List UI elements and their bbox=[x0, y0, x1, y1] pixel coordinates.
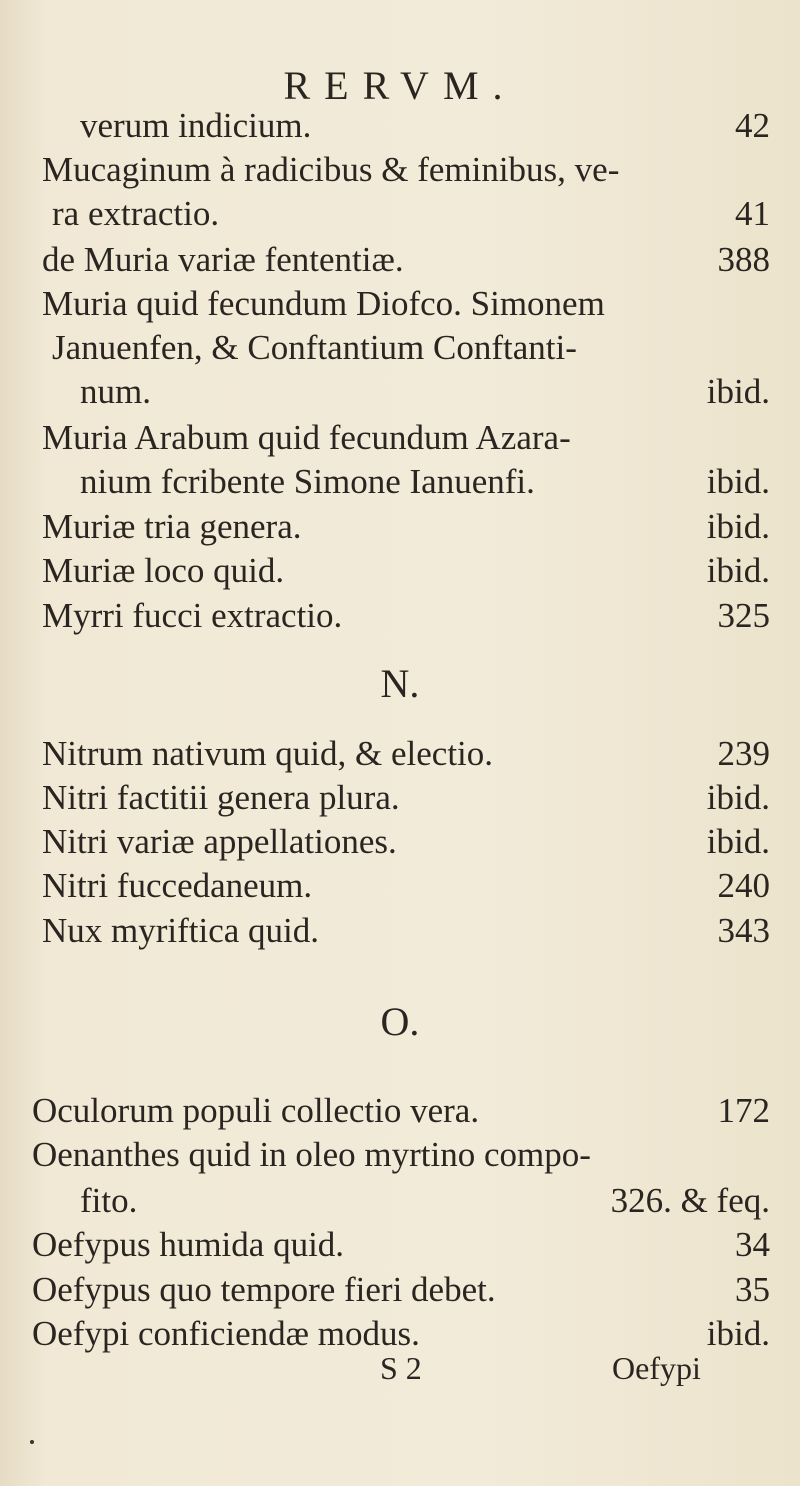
page-reference: ibid. bbox=[706, 1314, 770, 1353]
index-line bbox=[0, 549, 800, 593]
index-line bbox=[0, 1223, 800, 1267]
entry-text: ra extractio. bbox=[52, 194, 220, 233]
page-reference: ibid. bbox=[706, 372, 770, 411]
page-reference: 172 bbox=[717, 1091, 770, 1130]
page-reference: 326. & feq. bbox=[610, 1181, 770, 1220]
page-reference: ibid. bbox=[706, 778, 770, 817]
page-reference: 42 bbox=[735, 106, 770, 145]
page-reference: ibid. bbox=[706, 551, 770, 590]
entry-text: Nux myriftica quid. bbox=[42, 911, 320, 950]
entry-text: fito. bbox=[80, 1181, 138, 1220]
page-reference: 41 bbox=[735, 194, 770, 233]
index-line bbox=[0, 1179, 800, 1223]
entry-text: Januenfen, & Conftantium Conftanti- bbox=[52, 328, 577, 367]
entry-text: Muriæ loco quid. bbox=[42, 551, 285, 590]
page-reference: ibid. bbox=[706, 822, 770, 861]
index-line bbox=[0, 776, 800, 820]
entry-text: Oefypi conficiendæ modus. bbox=[32, 1314, 420, 1353]
page-reference: 35 bbox=[735, 1270, 770, 1309]
page-reference: ibid. bbox=[706, 462, 770, 501]
entry-text: Nitri factitii genera plura. bbox=[42, 778, 400, 817]
entry-text: Oefypus quo tempore fieri debet. bbox=[32, 1270, 496, 1309]
section-letter: O. bbox=[380, 999, 420, 1044]
entry-text: Muria quid fecundum Diofco. Simonem bbox=[42, 284, 605, 323]
index-line bbox=[0, 416, 800, 460]
index-line bbox=[0, 732, 800, 776]
entry-text: Oculorum populi collectio vera. bbox=[32, 1091, 480, 1130]
entry-text: Myrri fucci extractio. bbox=[42, 596, 343, 635]
index-line bbox=[0, 505, 800, 549]
entry-text: de Muria variæ fententiæ. bbox=[42, 240, 404, 279]
entry-text: Muria Arabum quid fecundum Azara- bbox=[42, 418, 571, 457]
index-line bbox=[0, 238, 800, 282]
entry-text: Nitri fuccedaneum. bbox=[42, 866, 313, 905]
entry-text: Muriæ tria genera. bbox=[42, 507, 302, 546]
entry-text: Nitrum nativum quid, & electio. bbox=[42, 734, 494, 773]
index-line bbox=[0, 104, 800, 148]
page-reference: 239 bbox=[717, 734, 770, 773]
section-letter: N. bbox=[380, 661, 420, 706]
entry-text: Nitri variæ appellationes. bbox=[42, 822, 397, 861]
index-line bbox=[0, 820, 800, 864]
entry-text: nium fcribente Simone Ianuenfi. bbox=[80, 462, 535, 501]
page-reference: 34 bbox=[735, 1225, 770, 1264]
index-line bbox=[0, 326, 800, 370]
ink-dot bbox=[30, 1440, 34, 1444]
page-reference: 343 bbox=[717, 911, 770, 950]
index-line bbox=[0, 594, 800, 638]
index-line bbox=[0, 282, 800, 326]
entry-text: Oenanthes quid in oleo myrtino compo- bbox=[32, 1135, 591, 1174]
entry-text: num. bbox=[80, 372, 151, 411]
entry-text: Oefypus humida quid. bbox=[32, 1225, 345, 1264]
entry-text: Mucaginum à radicibus & feminibus, ve- bbox=[42, 150, 620, 189]
index-line bbox=[0, 1268, 800, 1312]
page-reference: 325 bbox=[717, 596, 770, 635]
page-reference: ibid. bbox=[706, 507, 770, 546]
catchword: Oefypi bbox=[612, 1350, 701, 1386]
index-line bbox=[0, 460, 800, 504]
page-reference: 240 bbox=[717, 866, 770, 905]
index-line bbox=[0, 192, 800, 236]
index-line bbox=[0, 148, 800, 192]
running-header: RERVM. bbox=[283, 63, 517, 108]
index-line bbox=[0, 909, 800, 953]
index-line bbox=[0, 864, 800, 908]
index-line bbox=[0, 1133, 800, 1177]
page-reference: 388 bbox=[717, 240, 770, 279]
index-line bbox=[0, 1089, 800, 1133]
entry-text: verum indicium. bbox=[80, 106, 312, 145]
index-line bbox=[0, 370, 800, 414]
signature-mark: S 2 bbox=[380, 1350, 422, 1386]
